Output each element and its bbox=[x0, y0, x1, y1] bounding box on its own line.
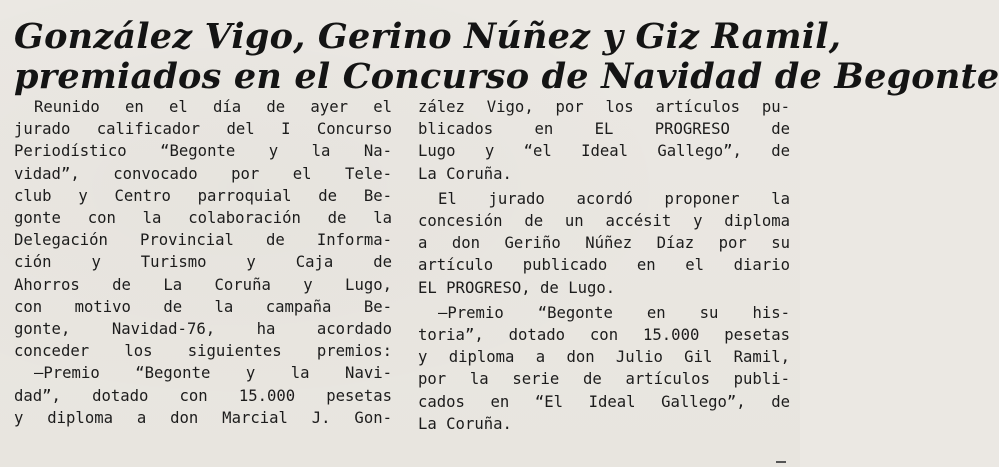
article-line: concesión de un accésit y diploma bbox=[418, 212, 790, 231]
article-line: con motivo de la campaña Be- bbox=[14, 297, 392, 316]
article-column-left bbox=[14, 96, 392, 429]
article-line: por la serie de artículos publi- bbox=[418, 370, 790, 389]
article-line: a don Geriño Núñez Díaz por su bbox=[418, 234, 790, 253]
article-line: La Coruña. bbox=[418, 164, 512, 183]
article-line: —Premio “Begonte en su his- bbox=[438, 303, 790, 322]
print-mark bbox=[776, 461, 786, 463]
article-line: cados en “El Ideal Gallego”, de bbox=[418, 392, 790, 411]
article-line: blicados en EL PROGRESO de bbox=[418, 120, 790, 139]
article-line: EL PROGRESO, de Lugo. bbox=[418, 278, 616, 297]
article-line: —Premio “Begonte y la Navi- bbox=[34, 364, 392, 383]
article-line: ción y Turismo y Caja de bbox=[14, 253, 392, 272]
article-column-right bbox=[418, 96, 790, 435]
article-line: y diploma a don Marcial J. Gon- bbox=[14, 408, 392, 427]
article-line: toria”, dotado con 15.000 pesetas bbox=[418, 326, 790, 345]
article-line: jurado calificador del I Concurso bbox=[14, 120, 392, 139]
article-line: club y Centro parroquial de Be- bbox=[14, 186, 392, 205]
article-line: La Coruña. bbox=[418, 414, 512, 433]
article-line: y diploma a don Julio Gil Ramil, bbox=[418, 348, 790, 367]
article-line: gonte, Navidad-76, ha acordado bbox=[14, 320, 392, 339]
article-line: conceder los siguientes premios: bbox=[14, 342, 392, 361]
article-line: Delegación Provincial de Informa- bbox=[14, 231, 392, 250]
article-line: dad”, dotado con 15.000 pesetas bbox=[14, 386, 392, 405]
headline-line-2: premiados en el Concurso de Navidad de Begonte bbox=[14, 56, 999, 97]
article-line: gonte con la colaboración de la bbox=[14, 209, 392, 228]
headline-line-1: González Vigo, Gerino Núñez y Giz Ramil, bbox=[14, 16, 842, 57]
article-line: Reunido en el día de ayer el bbox=[34, 98, 392, 116]
article-line: artículo publicado en el diario bbox=[418, 256, 790, 275]
article-line: Lugo y “el Ideal Gallego”, de bbox=[418, 142, 790, 161]
article-line: Ahorros de La Coruña y Lugo, bbox=[14, 275, 392, 294]
article-line: El jurado acordó proponer la bbox=[438, 189, 790, 208]
article-line: vidad”, convocado por el Tele- bbox=[14, 164, 392, 183]
article-line: zález Vigo, por los artículos pu- bbox=[418, 98, 790, 116]
article-line: Periodístico “Begonte y la Na- bbox=[14, 142, 392, 161]
